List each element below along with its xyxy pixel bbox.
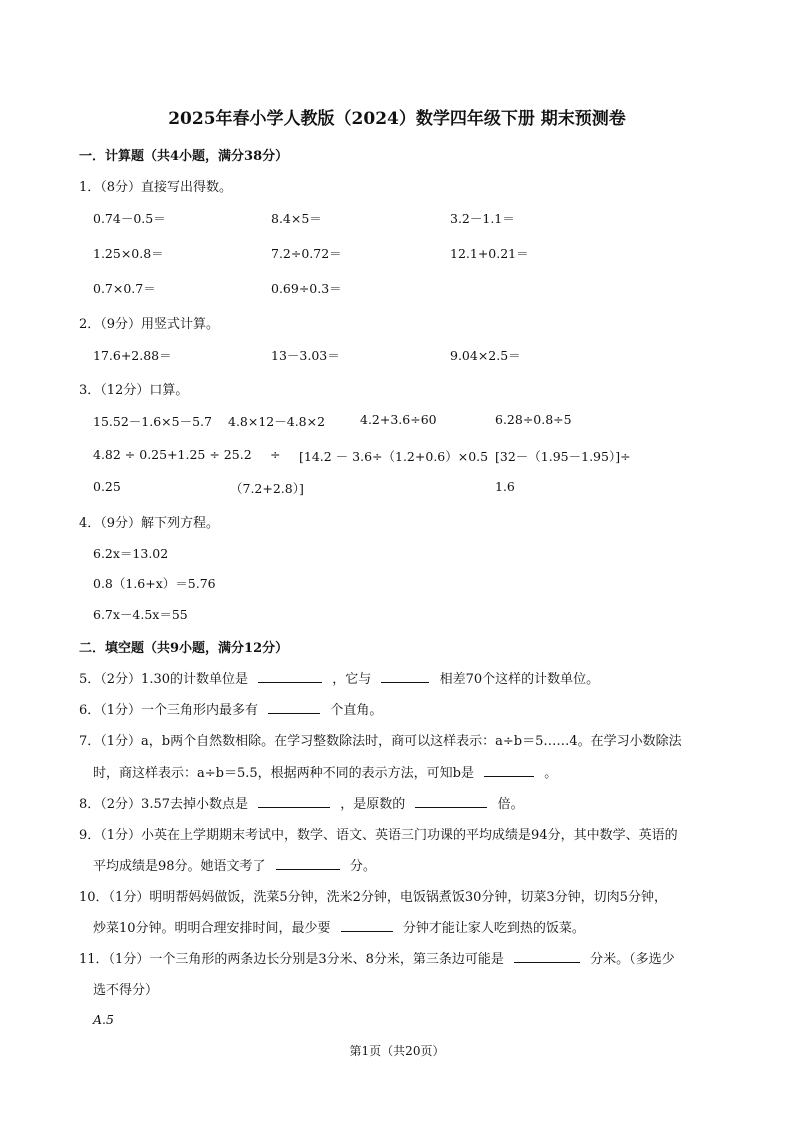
answer-blank[interactable] xyxy=(258,795,330,808)
question-9-line1: 9．（1分）小英在上学期期末考试中，数学、语文、英语三门功课的平均成绩是94分，其中数学、英语的 xyxy=(79,828,678,843)
question-6 xyxy=(79,699,382,718)
q11-option-a: A.5 xyxy=(93,1012,114,1027)
q8-text-b: ，是原数的 xyxy=(340,797,406,812)
q3-item: ÷ xyxy=(270,447,281,462)
q3-item: 4.82 ÷ 0.25+1.25 ÷ 25.2 xyxy=(93,447,252,462)
q1-item: 12.1+0.21＝ xyxy=(450,246,529,261)
question-5 xyxy=(79,668,599,687)
question-3-stem: 3．（12分）口算。 xyxy=(79,383,189,398)
q5-text-a: 5．（2分）1.30的计数单位是 xyxy=(79,672,248,687)
q1-item: 1.25×0.8＝ xyxy=(93,246,164,261)
question-2-stem: 2．（9分）用竖式计算。 xyxy=(79,317,220,332)
question-4-stem: 4．（9分）解下列方程。 xyxy=(79,516,220,531)
q7-text-b: 。 xyxy=(544,766,558,781)
q6-text-b: 个直角。 xyxy=(330,703,383,718)
q5-text-b: ，它与 xyxy=(332,672,372,687)
q3-item: 4.8×12－4.8×2 xyxy=(228,414,326,429)
question-7-line2 xyxy=(93,762,557,781)
answer-blank[interactable] xyxy=(381,670,429,683)
section-heading-calculation: 一．计算题（共4小题，满分38分） xyxy=(79,149,289,164)
question-1-stem: 1．（8分）直接写出得数。 xyxy=(79,180,233,195)
q3-item: [32－（1.95－1.95）]÷ xyxy=(495,449,631,464)
page-footer: 第1页（共20页） xyxy=(349,1044,445,1058)
question-11-line2: 选不得分） xyxy=(93,983,159,998)
q2-item: 9.04×2.5＝ xyxy=(450,348,521,363)
q1-item: 3.2－1.1＝ xyxy=(450,211,515,226)
q6-text-a: 6．（1分）一个三角形内最多有 xyxy=(79,703,259,718)
q10-text-a: 炒菜10分钟。明明合理安排时间，最少要 xyxy=(93,921,331,936)
answer-blank[interactable] xyxy=(268,701,320,714)
q3-item: 6.28÷0.8÷5 xyxy=(495,412,572,427)
question-10-line1: 10．（1分）明明帮妈妈做饭，洗菜5分钟，洗米2分钟，电饭锅煮饭30分钟，切菜3分钟，切肉5分钟， xyxy=(79,890,667,905)
answer-blank[interactable] xyxy=(484,764,534,777)
q10-text-b: 分钟才能让家人吃到热的饭菜。 xyxy=(402,921,585,936)
q4-equation: 6.7x－4.5x＝55 xyxy=(93,607,188,622)
q9-text-a: 平均成绩是98分。她语文考了 xyxy=(93,859,266,874)
q3-item: 15.52－1.6×5－5.7 xyxy=(93,414,212,429)
q1-item: 0.7×0.7＝ xyxy=(93,281,156,296)
q1-item: 0.74－0.5＝ xyxy=(93,211,166,226)
q2-item: 17.6+2.88＝ xyxy=(93,348,172,363)
q3-item: （7.2+2.8）] xyxy=(230,481,304,496)
q1-item: 0.69÷0.3＝ xyxy=(271,281,342,296)
answer-blank[interactable] xyxy=(258,670,322,683)
q1-item: 7.2÷0.72＝ xyxy=(271,246,342,261)
answer-blank[interactable] xyxy=(341,919,393,932)
q9-text-b: 分。 xyxy=(349,859,376,874)
section-heading-fill-blank: 二．填空题（共9小题，满分12分） xyxy=(79,641,289,656)
question-11-line1 xyxy=(79,948,675,967)
q5-text-c: 相差70个这样的计数单位。 xyxy=(439,672,600,687)
q4-equation: 0.8（1.6+x）＝5.76 xyxy=(93,576,216,591)
q11-text-b: 分米。（多选少 xyxy=(590,952,675,967)
q4-equation: 6.2x＝13.02 xyxy=(93,546,169,561)
answer-blank[interactable] xyxy=(415,795,487,808)
question-9-line2 xyxy=(93,855,376,874)
q7-text-a: 时，商这样表示：a÷b＝5.5，根据两种不同的表示方法，可知b是 xyxy=(93,766,474,781)
q2-item: 13－3.03＝ xyxy=(271,348,340,363)
q8-text-a: 8．（2分）3.57去掉小数点是 xyxy=(79,797,248,812)
answer-blank[interactable] xyxy=(514,950,580,963)
q1-item: 8.4×5＝ xyxy=(271,211,322,226)
q3-item: 0.25 xyxy=(93,479,121,494)
q3-item: [14.2 － 3.6÷（1.2+0.6）×0.5 xyxy=(299,449,489,464)
question-7-line1: 7．（1分）a，b两个自然数相除。在学习整数除法时，商可以这样表示：a÷b＝5……4。在学习小数除法 xyxy=(79,734,682,749)
page-title: 2025年春小学人教版（2024）数学四年级下册 期末预测卷 xyxy=(168,109,626,129)
answer-blank[interactable] xyxy=(276,857,340,870)
q3-item: 1.6 xyxy=(495,479,515,494)
question-8 xyxy=(79,793,524,812)
q3-item: 4.2+3.6÷60 xyxy=(360,412,437,427)
q11-text-a: 11．（1分）一个三角形的两条边长分别是3分米、8分米，第三条边可能是 xyxy=(79,952,504,967)
q8-text-c: 倍。 xyxy=(497,797,524,812)
question-10-line2 xyxy=(93,917,585,936)
